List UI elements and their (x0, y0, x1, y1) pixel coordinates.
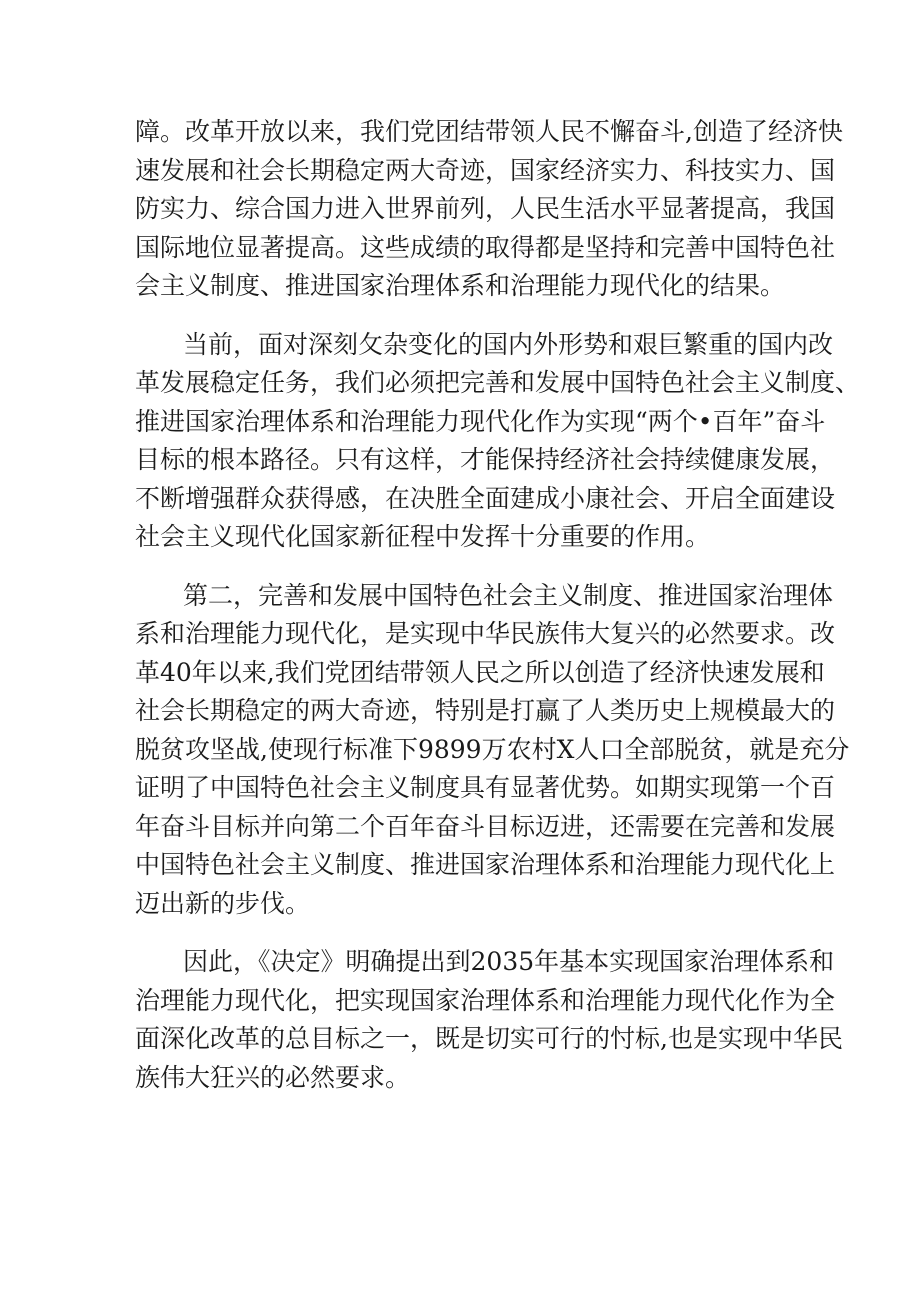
text-line: 当前，面对深刻攵杂变化的国内外形势和艰巨繁重的国内改 (183, 329, 834, 359)
text-line: 证明了中国特色社会主义制度具有显著优势。如期实现第一个百 (135, 773, 836, 802)
text-line: 推进国家治理体系和治理能力现代化作为实现“两个•百年”奋斗 (135, 406, 826, 436)
text-line: 族伟大狂兴的必然要求。 (135, 1062, 411, 1092)
text-line: 革发展稳定任务，我们必须把完善和发展中国特色社会主义制度、 (135, 368, 861, 397)
text-line: 系和治理能力现代化，是实现中华民族伟大复兴的必然要求。改 (135, 619, 836, 648)
text-line: 社会主义现代化国家新征程中发挥十分重要的作用。 (135, 522, 711, 551)
text-line: 障。改革开放以来，我们党团结带领人民不懈奋斗,创造了经济快 (135, 117, 843, 146)
paragraph-1 (135, 113, 843, 306)
text-line: 会主义制度、推进国家治理体系和治理能力现代化的结果。 (135, 271, 786, 300)
text-line: 治理能力现代化，把实现国家治理体系和治理能力现代化作为全 (135, 985, 836, 1015)
paragraph-3 (135, 577, 850, 924)
text-line: 社会长期稳定的两大奇迹，特别是打赢了人类历史上规模最大的 (135, 696, 836, 725)
text-line: 第二，完善和发展中国特色社会主义制度、推进国家治理体 (183, 580, 834, 610)
text-line: 迈出新的步伐。 (135, 888, 311, 918)
text-line: 革40年以来,我们党团结带领人民之所以创造了经济快速发展和 (135, 657, 825, 687)
paragraph-4 (135, 943, 843, 1097)
text-line: 因此，《决定》明确提出到2035年基本实现国家治理体系和 (183, 947, 835, 976)
document-body (135, 113, 861, 1097)
paragraph-2 (135, 326, 861, 557)
text-line: 年奋斗目标并向第二个百年奋斗目标迈进，还需要在完善和发展 (135, 811, 836, 841)
text-line: 面深化改革的总目标之一，既是切实可行的忖标,也是实现中华民 (135, 1024, 843, 1053)
text-line: 中国特色社会主义制度、推进国家治理体系和治理能力现代化上 (135, 850, 836, 879)
text-line: 目标的根本路径。只有这样，才能保持经济社会持续健康发展， (135, 445, 836, 474)
text-line: 不断增强群众获得感，在决胜全面建成小康社会、开启全面建设 (135, 483, 836, 513)
text-line: 防实力、综合国力进入世界前列，人民生活水平显著提高，我国 (135, 194, 836, 223)
text-line: 脱贫攻坚战,使现行标准下9899万农村X人口全部脱贫，就是充分 (135, 734, 850, 764)
text-line: 国际地位显著提高。这些成绩的取得都是坚持和完善中国特色社 (135, 232, 836, 262)
text-line: 速发展和社会长期稳定两大奇迹，国家经济实力、科技实力、国 (135, 155, 836, 185)
